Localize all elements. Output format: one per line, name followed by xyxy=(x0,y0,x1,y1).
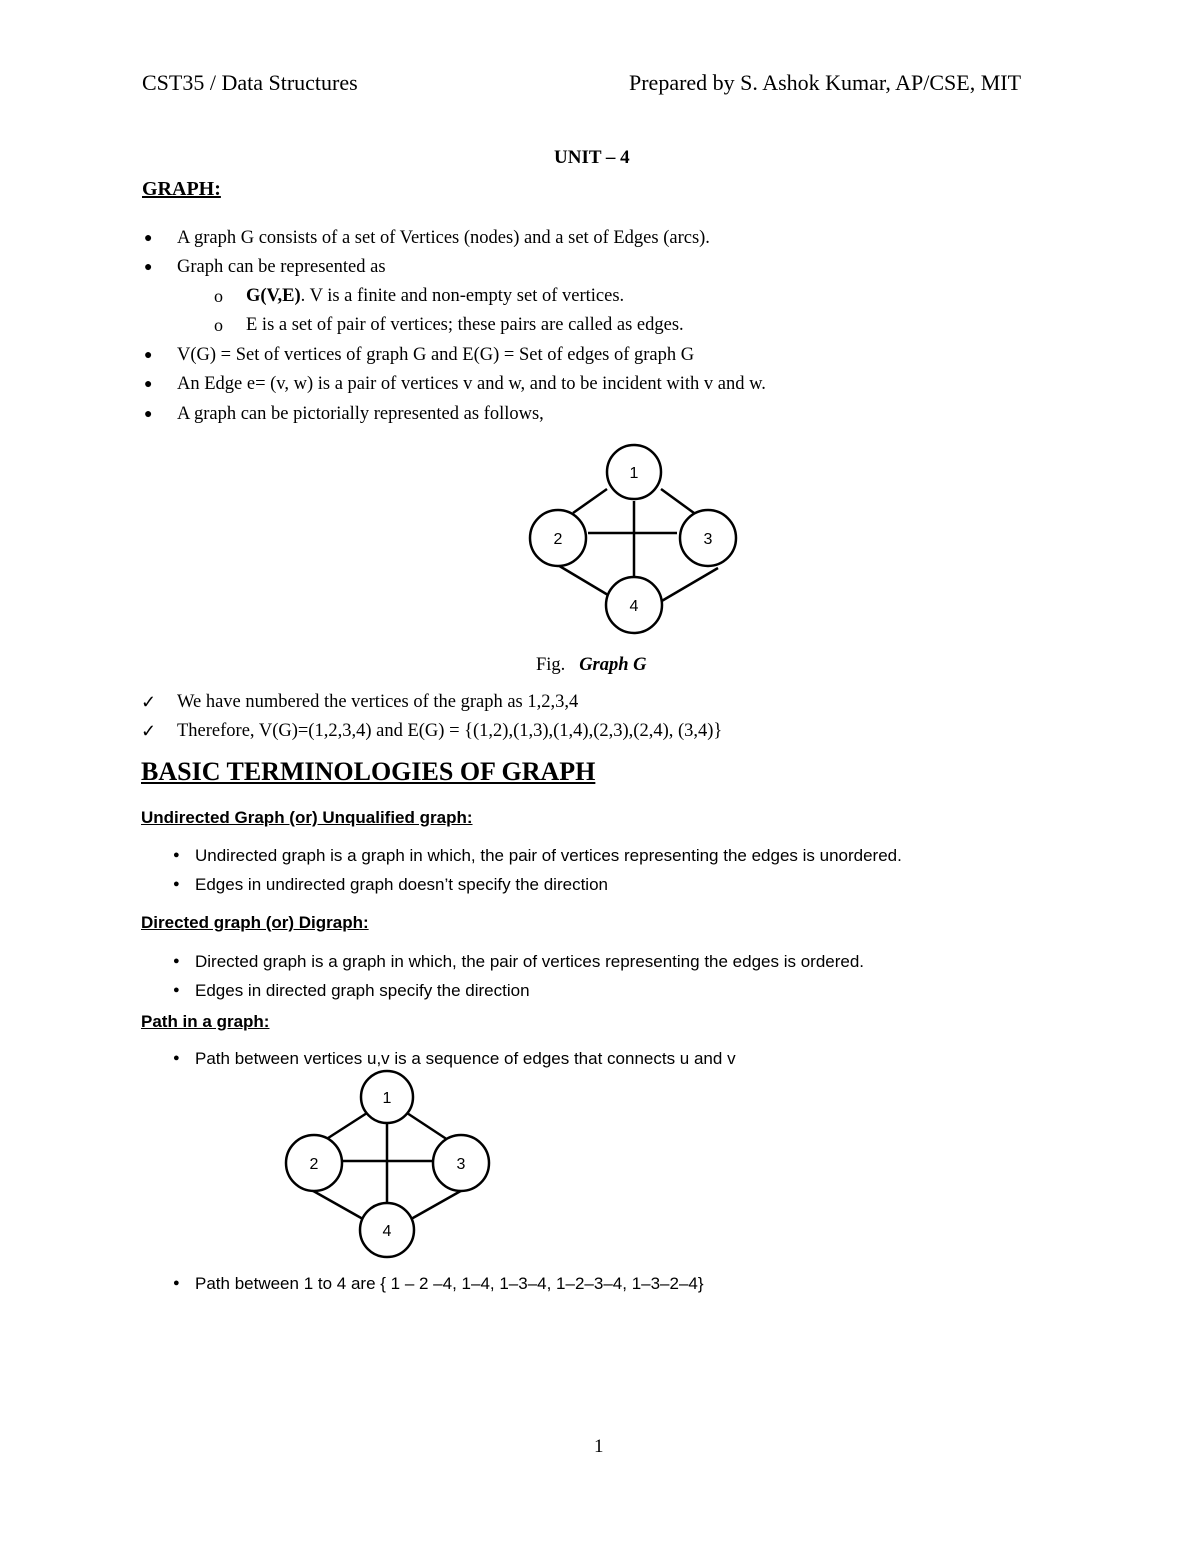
edge-1-3 xyxy=(661,489,694,513)
graph-bullet: V(G) = Set of vertices of graph G and E(G) = Set of edges of graph G xyxy=(177,345,695,365)
basic-terminologies-heading: BASIC TERMINOLOGIES OF GRAPH xyxy=(141,757,596,786)
bullet-icon: ● xyxy=(144,260,153,275)
bullet-icon: ● xyxy=(144,407,153,422)
node-label-3: 3 xyxy=(703,531,713,548)
sub-bullet: G(V,E). V is a finite and non-empty set of vertices. xyxy=(246,286,625,306)
directed-item: Edges in directed graph specify the direction xyxy=(195,981,530,1000)
edge-1-2 xyxy=(573,489,607,513)
sub-bullet-icon: o xyxy=(214,315,223,335)
check-item: Therefore, V(G)=(1,2,3,4) and E(G) = {(1,2),(1,3),(1,4),(2,3),(2,4), (3,4)} xyxy=(177,721,723,741)
node-label-2: 2 xyxy=(309,1156,319,1173)
graph-bullet: A graph G consists of a set of Vertices (nodes) and a set of Edges (arcs). xyxy=(177,228,710,248)
node-label-1: 1 xyxy=(382,1090,392,1107)
graph-bullet: Graph can be represented as xyxy=(177,257,386,277)
edge-1-2 xyxy=(325,1113,367,1140)
sub-bullet-icon: o xyxy=(214,286,223,306)
edge-2-4 xyxy=(308,1188,370,1223)
node-label-4: 4 xyxy=(629,598,639,615)
graph-figure-2 xyxy=(270,1065,510,1265)
figure-caption: Fig. Graph G xyxy=(536,655,647,675)
bullet-icon: ● xyxy=(144,231,153,246)
edge-1-3 xyxy=(407,1113,448,1140)
graph-figure-1 xyxy=(520,440,750,640)
path-item: Path between 1 to 4 are { 1 – 2 –4, 1–4, 1–3–4, 1–2–3–4, 1–3–2–4} xyxy=(195,1274,704,1293)
bullet-icon: ● xyxy=(173,878,180,890)
bullet-icon: ● xyxy=(173,955,180,967)
node-label-1: 1 xyxy=(629,465,639,482)
graph-bullet: An Edge e= (v, w) is a pair of vertices v and w, and to be incident with v and w. xyxy=(177,374,766,394)
node-label-4: 4 xyxy=(382,1223,392,1240)
bullet-icon: ● xyxy=(144,348,153,363)
bullet-icon: ● xyxy=(173,1052,180,1064)
path-item: Path between vertices u,v is a sequence of edges that connects u and v xyxy=(195,1049,736,1068)
path-heading: Path in a graph: xyxy=(141,1012,270,1031)
bullet-icon: ● xyxy=(173,849,180,861)
edge-3-4 xyxy=(660,568,718,602)
undirected-item: Edges in undirected graph doesn’t specify the direction xyxy=(195,875,608,894)
undirected-item: Undirected graph is a graph in which, the pair of vertices representing the edges is unordered. xyxy=(195,846,902,865)
node-label-3: 3 xyxy=(456,1156,466,1173)
node-label-2: 2 xyxy=(553,531,563,548)
header-course: CST35 / Data Structures xyxy=(142,70,358,95)
header-author: Prepared by S. Ashok Kumar, AP/CSE, MIT xyxy=(629,70,1022,95)
edge-3-4 xyxy=(404,1188,466,1223)
graph-heading: GRAPH: xyxy=(142,178,221,200)
undirected-heading: Undirected Graph (or) Unqualified graph: xyxy=(141,808,473,827)
directed-item: Directed graph is a graph in which, the pair of vertices representing the edges is ordered. xyxy=(195,952,865,971)
bullet-icon: ● xyxy=(173,984,180,996)
unit-title: UNIT – 4 xyxy=(554,147,630,168)
graph-bullet: A graph can be pictorially represented as follows, xyxy=(177,404,544,424)
bullet-icon: ● xyxy=(173,1277,180,1289)
checkmark-icon: ✓ xyxy=(141,721,157,741)
bullet-icon: ● xyxy=(144,377,153,392)
page-number: 1 xyxy=(594,1436,604,1457)
sub-bullet: E is a set of pair of vertices; these pairs are called as edges. xyxy=(246,315,684,335)
directed-heading: Directed graph (or) Digraph: xyxy=(141,913,369,932)
check-item: We have numbered the vertices of the graph as 1,2,3,4 xyxy=(177,692,579,712)
checkmark-icon: ✓ xyxy=(141,692,157,712)
